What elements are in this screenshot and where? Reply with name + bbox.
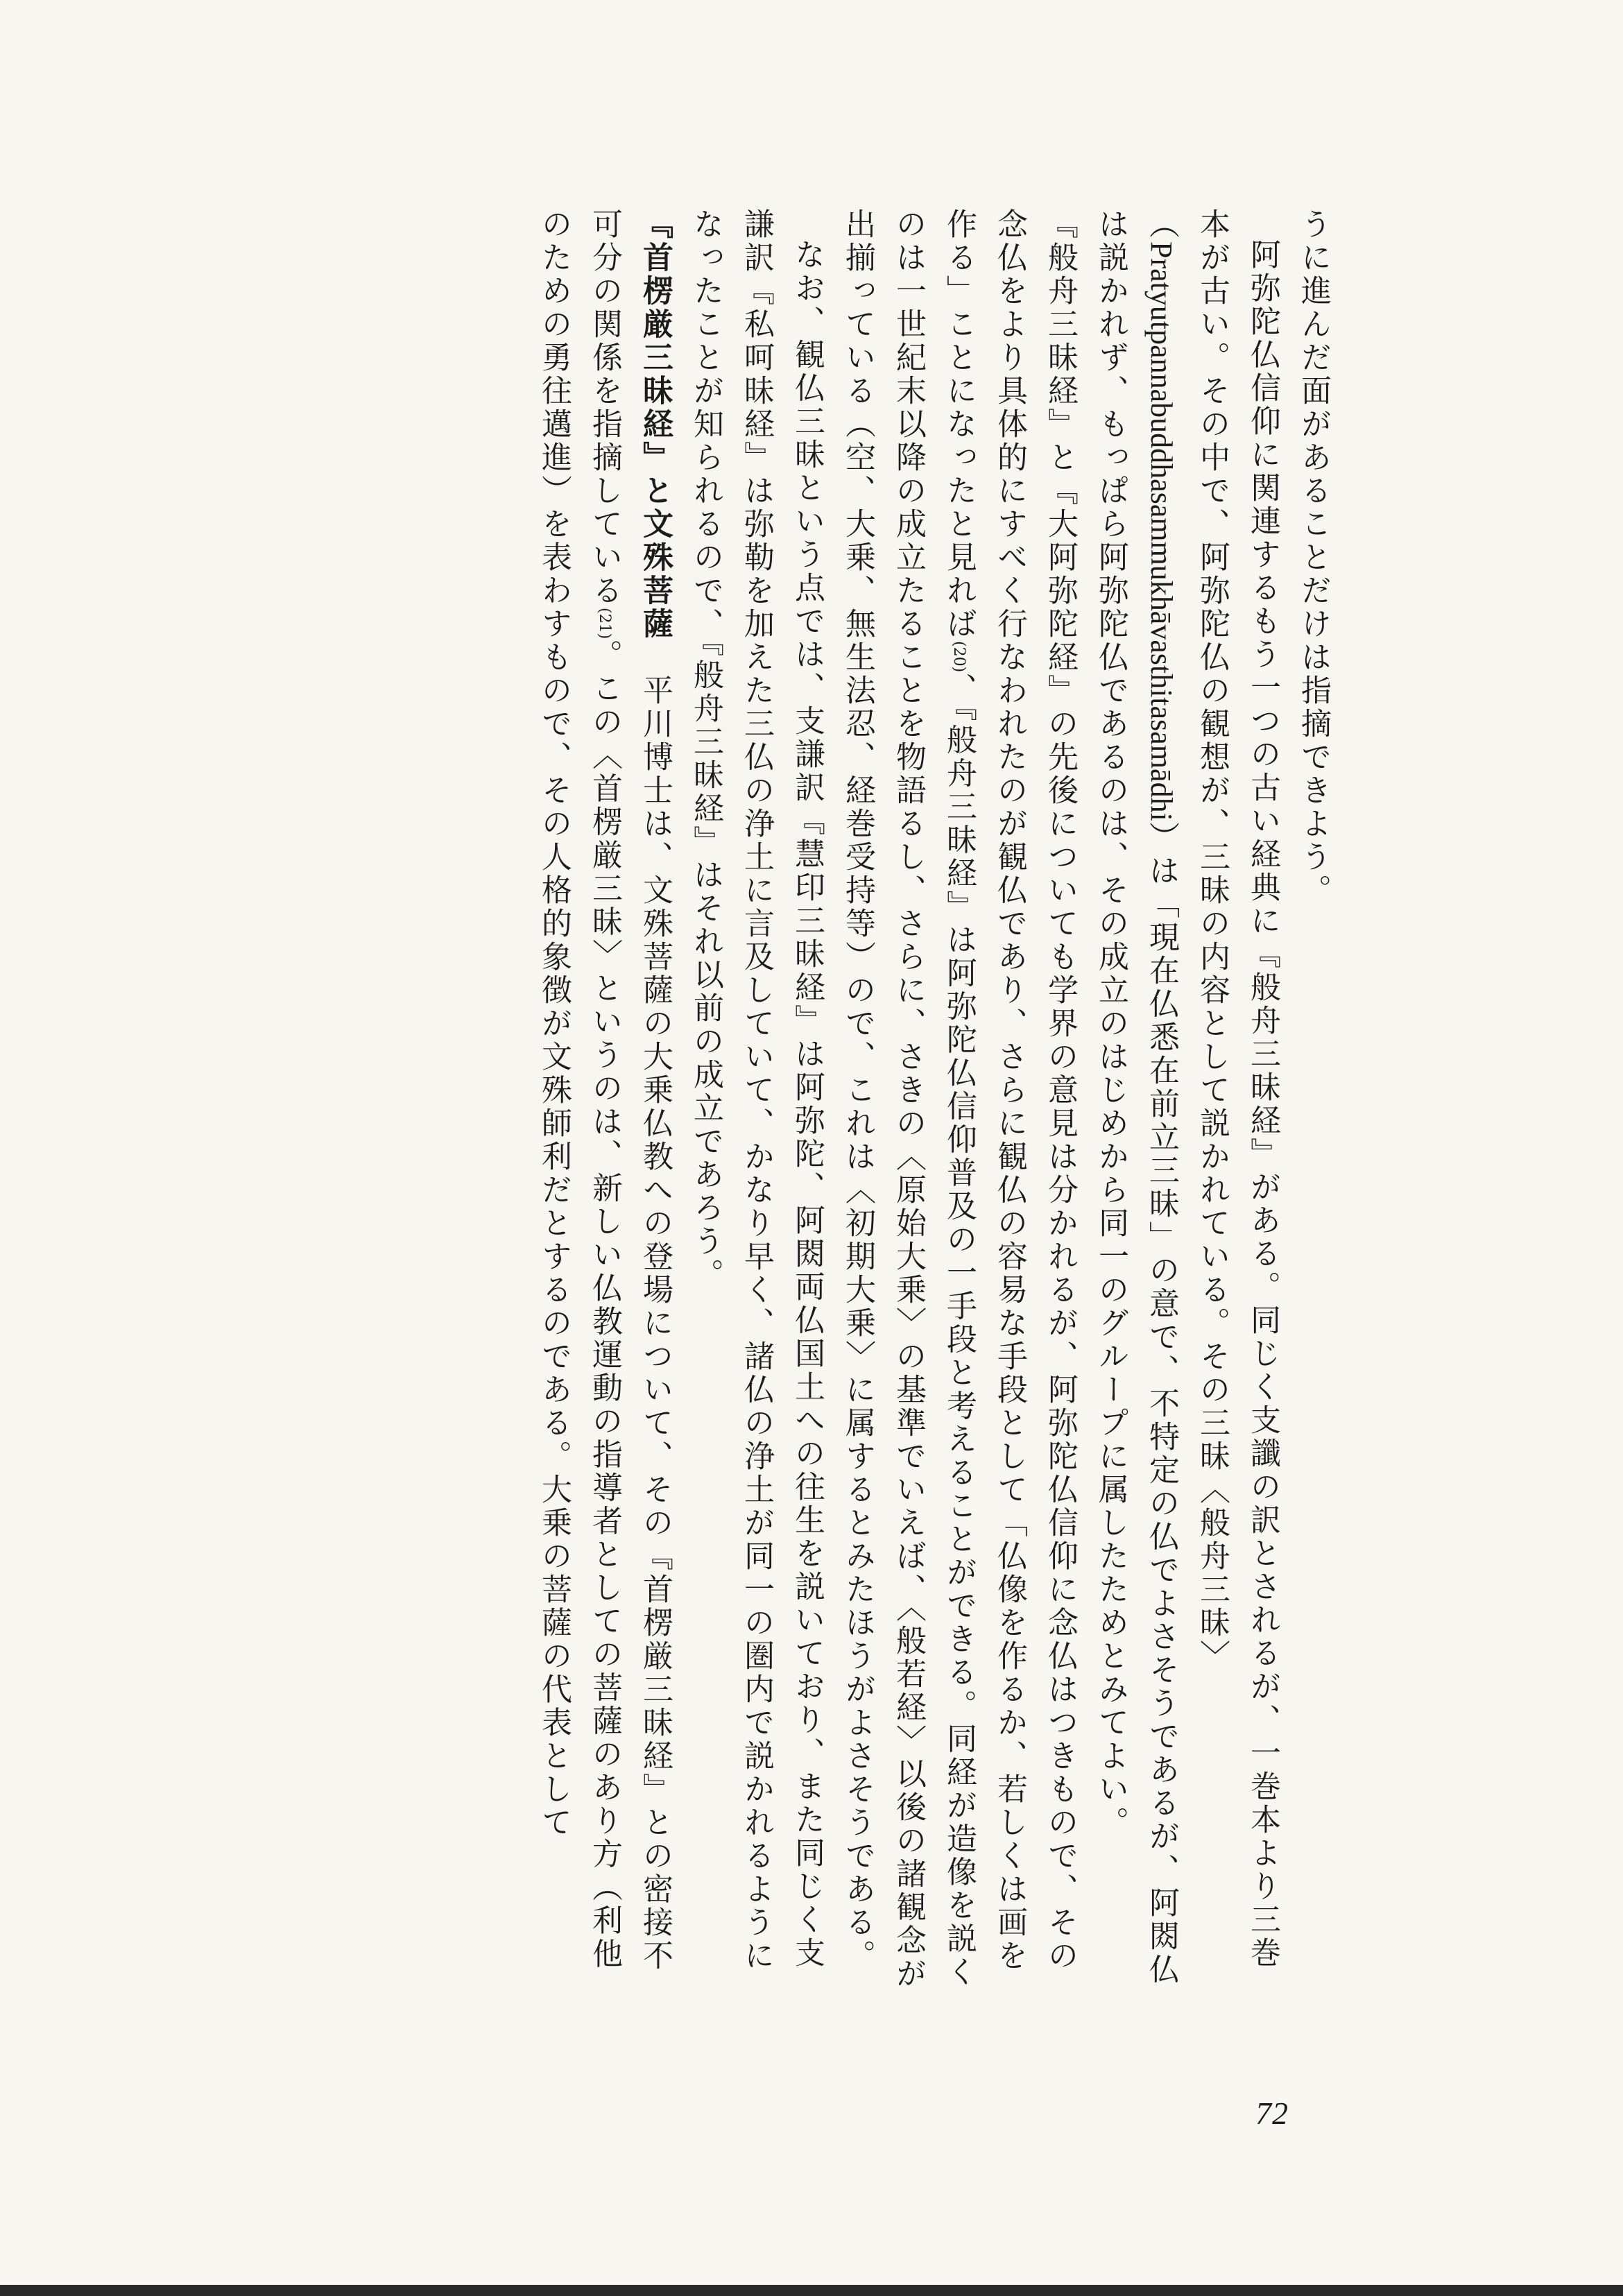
paragraph-5	[529, 208, 680, 1998]
paragraph-2	[1085, 208, 1288, 1998]
paragraph-4-text: なお、観仏三昧という点では、支謙訳『慧印三昧経』は阿弥陀、阿閦両仏国土への往生を説いており、また同じく支謙訳『私呵昧経』は弥勒を加えた三仏の浄土に言及していて、かなり早く、諸仏の浄土が同一の圏内で説かれるようになったことが知られるので、『般舟三昧経』はそれ以前の成立であろう。	[688, 208, 825, 1973]
paragraph-2-text-a: 阿弥陀仏信仰に関連するもう一つの古い経典に『般舟三昧経』がある。同じく支讖の訳とされるが、一巻本より三巻本が古い。その中で、阿弥陀仏の観想が、三昧の内容として説かれている。その三昧〈般舟三昧〉（	[1144, 208, 1280, 1970]
paragraph-3-text-b: 、『般舟三昧経』は阿弥陀仏信仰普及の一手段と考えることができる。同経が造像を説くのは一世紀末以降の成立たることを物語るし、さらに、さきの〈原始大乗〉の基準でいえば、〈般若経〉以後の諸観念が出揃っている（空、大乗、無生法忍、経巻受持等）ので、これは〈初期大乗〉に属するとみたほうがよさそうである。	[840, 208, 977, 1991]
footnote-ref-20: (20)	[950, 641, 968, 673]
scan-bottom-edge	[0, 2285, 1623, 2296]
paragraph-5-text-b: 。この〈首楞厳三昧〉というのは、新しい仏教運動の指導者としての菩薩のあり方（利他のための勇往邁進）を表わすもので、その人格的象徴が文殊師利だとするのである。大乗の菩薩の代表として	[536, 208, 622, 1971]
page-number: 72	[1255, 2096, 1289, 2131]
paragraph-1	[1288, 208, 1339, 1998]
paragraph-3	[832, 208, 1085, 1998]
sanskrit-term: Pratyutpannabuddhasammukhāvasthitasamādhi	[1144, 241, 1178, 821]
paragraph-5-text-a: 平川博士は、文殊菩薩の大乗仏教への登場について、その『首楞厳三昧経』との密接不可分の関係を指摘している	[587, 208, 673, 1973]
footnote-ref-21: (21)	[596, 608, 613, 640]
paragraph-2-text-b: ）は「現在仏悉在前立三昧」の意で、不特定の仏でよさそうであるが、阿閦仏は説かれず、もっぱら阿弥陀仏であるのは、その成立のはじめから同一のグループに属したためとみてよい。	[1093, 208, 1179, 1987]
paragraph-4	[680, 208, 832, 1998]
vertical-text-body	[284, 208, 1339, 1998]
paragraph-1-text: うに進んだ面があることだけは指摘できよう。	[1296, 208, 1331, 907]
section-heading: 『首楞厳三昧経』と文殊菩薩	[637, 208, 673, 641]
paragraph-3-text-a: 『般舟三昧経』と『大阿弥陀経』の先後についても学界の意見は分かれるが、阿弥陀仏信仰に念仏はつきもので、その念仏をより具体的にすべく行なわれたのが観仏であり、さらに観仏の容易な手段として「仏像を作るか、若しくは画を作る」ことになったと見れば	[941, 208, 1078, 1973]
